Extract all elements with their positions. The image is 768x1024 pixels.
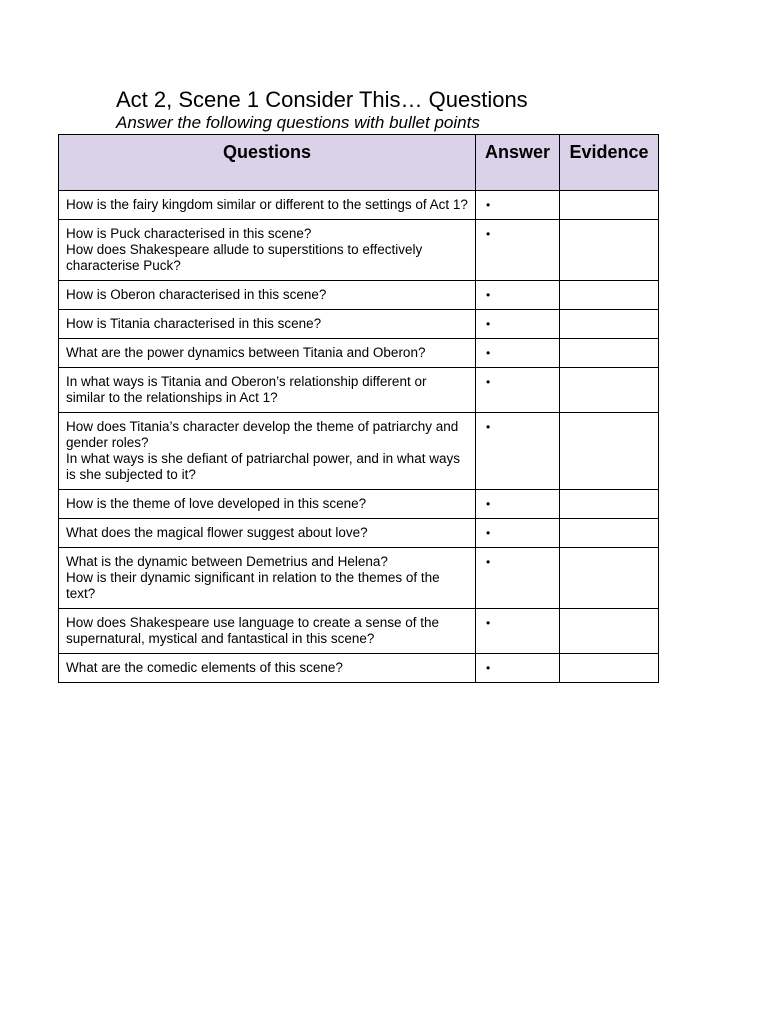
answer-cell[interactable]: • bbox=[476, 490, 560, 519]
question-cell: In what ways is Titania and Oberon’s relationship different or similar to the relationships in Act 1? bbox=[59, 368, 476, 413]
answer-cell[interactable]: • bbox=[476, 368, 560, 413]
evidence-cell[interactable] bbox=[560, 413, 659, 490]
question-cell: How is the theme of love developed in this scene? bbox=[59, 490, 476, 519]
evidence-cell[interactable] bbox=[560, 368, 659, 413]
table-row bbox=[59, 310, 659, 339]
evidence-cell[interactable] bbox=[560, 310, 659, 339]
table-row bbox=[59, 281, 659, 310]
questions-table bbox=[58, 134, 659, 683]
table-row bbox=[59, 490, 659, 519]
question-cell: What does the magical flower suggest about love? bbox=[59, 519, 476, 548]
table-row bbox=[59, 609, 659, 654]
answer-cell[interactable]: • bbox=[476, 310, 560, 339]
column-header-questions: Questions bbox=[59, 135, 476, 191]
evidence-cell[interactable] bbox=[560, 490, 659, 519]
question-cell: How does Titania’s character develop the theme of patriarchy and gender roles? In what ways is she defiant of patriarchal power, and in what ways is she subjected to it? bbox=[59, 413, 476, 490]
table-row bbox=[59, 339, 659, 368]
page-subtitle: Answer the following questions with bullet points bbox=[116, 113, 480, 132]
evidence-cell[interactable] bbox=[560, 548, 659, 609]
evidence-cell[interactable] bbox=[560, 654, 659, 683]
answer-cell[interactable]: • bbox=[476, 339, 560, 368]
table-body bbox=[59, 191, 659, 683]
table-row bbox=[59, 368, 659, 413]
table-row bbox=[59, 519, 659, 548]
evidence-cell[interactable] bbox=[560, 519, 659, 548]
evidence-cell[interactable] bbox=[560, 609, 659, 654]
evidence-cell[interactable] bbox=[560, 281, 659, 310]
table-header-row bbox=[59, 135, 659, 191]
column-header-evidence: Evidence bbox=[560, 135, 659, 191]
table-row bbox=[59, 413, 659, 490]
question-cell: How is Puck characterised in this scene? How does Shakespeare allude to superstitions to effectively characterise Puck? bbox=[59, 220, 476, 281]
table-row bbox=[59, 191, 659, 220]
table-row bbox=[59, 220, 659, 281]
question-cell: How does Shakespeare use language to create a sense of the supernatural, mystical and fantastical in this scene? bbox=[59, 609, 476, 654]
page-title: Act 2, Scene 1 Consider This… Questions bbox=[116, 87, 528, 112]
question-cell: How is the fairy kingdom similar or different to the settings of Act 1? bbox=[59, 191, 476, 220]
answer-cell[interactable]: • bbox=[476, 654, 560, 683]
answer-cell[interactable]: • bbox=[476, 519, 560, 548]
answer-cell[interactable]: • bbox=[476, 413, 560, 490]
question-cell: What are the comedic elements of this scene? bbox=[59, 654, 476, 683]
evidence-cell[interactable] bbox=[560, 339, 659, 368]
table-row bbox=[59, 548, 659, 609]
answer-cell[interactable]: • bbox=[476, 609, 560, 654]
column-header-answer: Answer bbox=[476, 135, 560, 191]
table-row bbox=[59, 654, 659, 683]
evidence-cell[interactable] bbox=[560, 191, 659, 220]
answer-cell[interactable]: • bbox=[476, 281, 560, 310]
question-cell: What are the power dynamics between Titania and Oberon? bbox=[59, 339, 476, 368]
question-cell: What is the dynamic between Demetrius and Helena? How is their dynamic significant in relation to the themes of the text? bbox=[59, 548, 476, 609]
question-cell: How is Titania characterised in this scene? bbox=[59, 310, 476, 339]
question-cell: How is Oberon characterised in this scene? bbox=[59, 281, 476, 310]
answer-cell[interactable]: • bbox=[476, 548, 560, 609]
answer-cell[interactable]: • bbox=[476, 191, 560, 220]
evidence-cell[interactable] bbox=[560, 220, 659, 281]
answer-cell[interactable]: • bbox=[476, 220, 560, 281]
